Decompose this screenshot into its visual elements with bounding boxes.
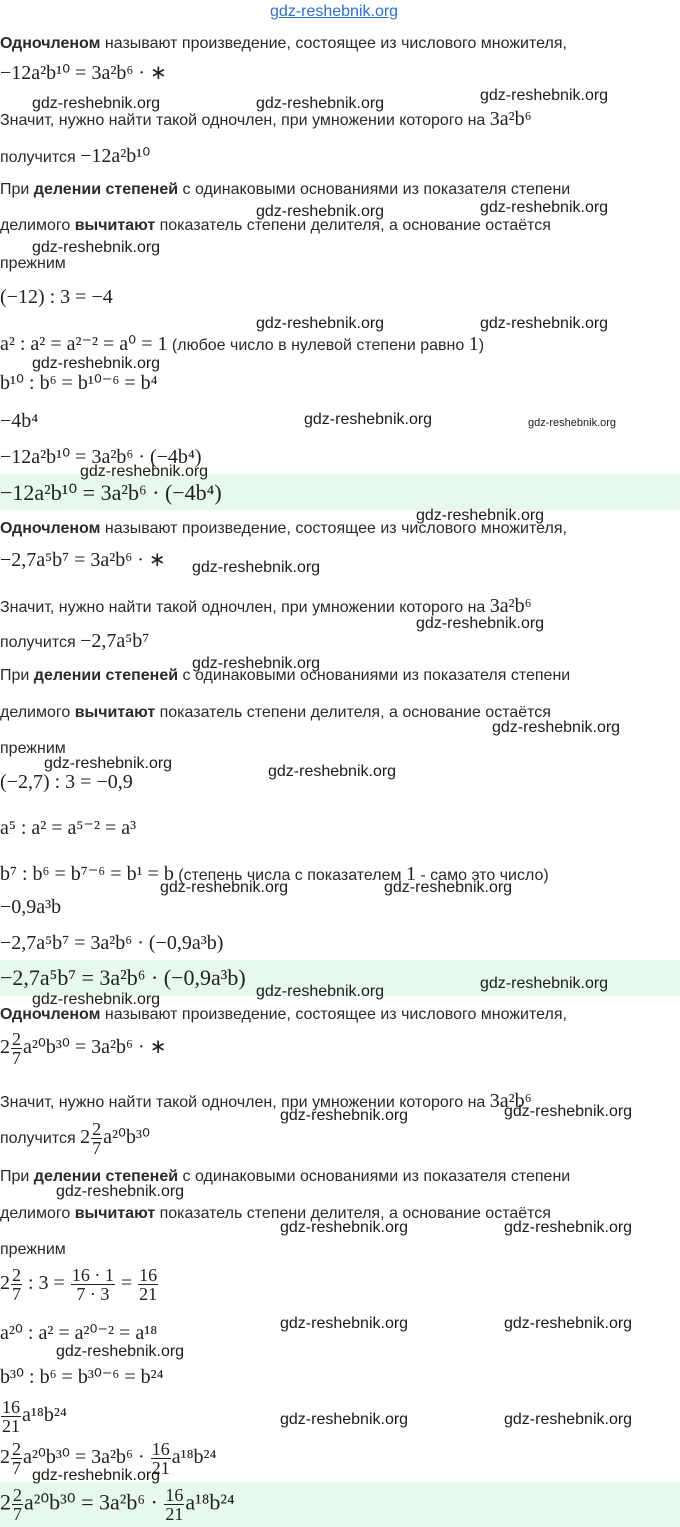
watermark: gdz-reshebnik.org [280,1315,409,1332]
watermark: gdz-reshebnik.org [80,463,209,480]
watermark: gdz-reshebnik.org [480,199,609,216]
step-2-2: a⁵ : a² = a⁵⁻² = a³ [0,817,137,839]
check-3: 2 $\frac{2}{7}$ a²⁰b³⁰ = 3a²b⁶ · $\frac{16}{21}$ a¹⁸b²⁴ [0,1439,217,1478]
watermark: gdz-reshebnik.org [192,559,321,576]
site-header-link[interactable]: gdz-reshebnik.org [270,3,399,20]
definition-line-1: Одночленом называют произведение, состоящее из числового множителя, [0,35,567,52]
definition-line-3: Одночленом называют произведение, состоящее из числового множителя, [0,1006,567,1023]
watermark: gdz-reshebnik.org [32,95,161,112]
rule-line-3a: При делении степеней с одинаковыми основаниями из показателя степени [0,1168,571,1185]
watermark: gdz-reshebnik.org [256,315,385,332]
watermark: gdz-reshebnik.org [480,315,609,332]
obtained-line-3: получится 2 $\frac{2}{7}$ a²⁰b³⁰ [0,1119,150,1158]
step-2-3: b⁷ : b⁶ = b⁷⁻⁶ = b¹ = b (степень числа с показателем 1 - само это число) [0,863,549,885]
watermark: gdz-reshebnik.org [256,95,385,112]
watermark: gdz-reshebnik.org [528,417,617,429]
find-line-3: Значит, нужно найти такой одночлен, при умножении которого на 3a²b⁶ [0,1090,532,1112]
rule-line-2a: При делении степеней с одинаковыми основаниями из показателя степени [0,667,571,684]
watermark: gdz-reshebnik.org [304,411,433,428]
watermark: gdz-reshebnik.org [280,1107,409,1124]
watermark: gdz-reshebnik.org [280,1411,409,1428]
watermark: gdz-reshebnik.org [480,87,609,104]
watermark: gdz-reshebnik.org [416,507,545,524]
watermark: gdz-reshebnik.org [480,975,609,992]
rule-line-1a: При делении степеней с одинаковыми основаниями из показателя степени [0,181,571,198]
step-2-1: (−2,7) : 3 = −0,9 [0,771,133,793]
watermark: gdz-reshebnik.org [56,1343,185,1360]
watermark: gdz-reshebnik.org [32,355,161,372]
rule-line-3c: прежним [0,1241,66,1258]
watermark: gdz-reshebnik.org [504,1411,633,1428]
rule-line-2b: делимого вычитают показатель степени делителя, а основание остаётся [0,704,551,721]
equation-1: −12a²b¹⁰ = 3a²b⁶ · ∗ [0,62,167,84]
step-3-2: a²⁰ : a² = a²⁰⁻² = a¹⁸ [0,1322,158,1344]
rule-line-1c: прежним [0,255,66,272]
watermark: gdz-reshebnik.org [492,719,621,736]
equation-2: −2,7a⁵b⁷ = 3a²b⁶ · ∗ [0,549,166,571]
rule-line-3b: делимого вычитают показатель степени делителя, а основание остаётся [0,1205,551,1222]
watermark: gdz-reshebnik.org [32,991,161,1008]
monomial-1: −4b⁴ [0,410,39,432]
rule-line-2c: прежним [0,740,66,757]
watermark: gdz-reshebnik.org [268,763,397,780]
answer-3: 2 $\frac{2}{7}$ a²⁰b³⁰ = 3a²b⁶ · $\frac{16}{21}$ a¹⁸b²⁴ [0,1485,235,1524]
find-line-2: Значит, нужно найти такой одночлен, при умножении которого на 3a²b⁶ [0,595,532,617]
watermark: gdz-reshebnik.org [160,879,289,896]
answer-2: −2,7a⁵b⁷ = 3a²b⁶ · (−0,9a³b) [0,965,246,990]
check-1: −12a²b¹⁰ = 3a²b⁶ · (−4b⁴) [0,446,202,468]
watermark: gdz-reshebnik.org [56,1183,185,1200]
watermark: gdz-reshebnik.org [44,755,173,772]
rule-line-1b: делимого вычитают показатель степени делителя, а основание остаётся [0,217,551,234]
find-line-1: Значит, нужно найти такой одночлен, при умножении которого на 3a²b⁶ [0,108,532,130]
step-3-3: b³⁰ : b⁶ = b³⁰⁻⁶ = b²⁴ [0,1366,164,1388]
definition-line-2: Одночленом называют произведение, состоящее из числового множителя, [0,520,567,537]
watermark: gdz-reshebnik.org [504,1315,633,1332]
check-2: −2,7a⁵b⁷ = 3a²b⁶ · (−0,9a³b) [0,932,224,954]
watermark: gdz-reshebnik.org [32,239,161,256]
monomial-2: −0,9a³b [0,896,62,918]
step-1-1: (−12) : 3 = −4 [0,286,113,308]
monomial-3: $\frac{16}{21}$ a¹⁸b²⁴ [2,1397,67,1436]
obtained-line-2: получится −2,7a⁵b⁷ [0,630,150,652]
answer-1: −12a²b¹⁰ = 3a²b⁶ · (−4b⁴) [0,480,222,505]
watermark: gdz-reshebnik.org [504,1103,633,1120]
obtained-line-1: получится −12a²b¹⁰ [0,145,151,167]
step-1-2: a² : a² = a²⁻² = a⁰ = 1 (любое число в нулевой степени равно 1) [0,333,485,355]
step-3-1: 2 $\frac{2}{7}$ : 3 = $\frac{16 \cdot 1}{7 \cdot 3}$ = $\frac{16}{21}$ [0,1265,158,1304]
equation-3: 2 $\frac{2}{7}$ a²⁰b³⁰ = 3a²b⁶ · ∗ [0,1029,167,1068]
watermark: gdz-reshebnik.org [192,655,321,672]
watermark: gdz-reshebnik.org [416,615,545,632]
step-1-3: b¹⁰ : b⁶ = b¹⁰⁻⁶ = b⁴ [0,372,158,394]
watermark: gdz-reshebnik.org [384,879,513,896]
watermark: gdz-reshebnik.org [32,1467,161,1484]
fraction-2-7: $\frac{2}{7}$ [12,1029,21,1068]
watermark: gdz-reshebnik.org [504,1219,633,1236]
watermark: gdz-reshebnik.org [256,203,385,220]
watermark: gdz-reshebnik.org [280,1219,409,1236]
watermark: gdz-reshebnik.org [256,983,385,1000]
